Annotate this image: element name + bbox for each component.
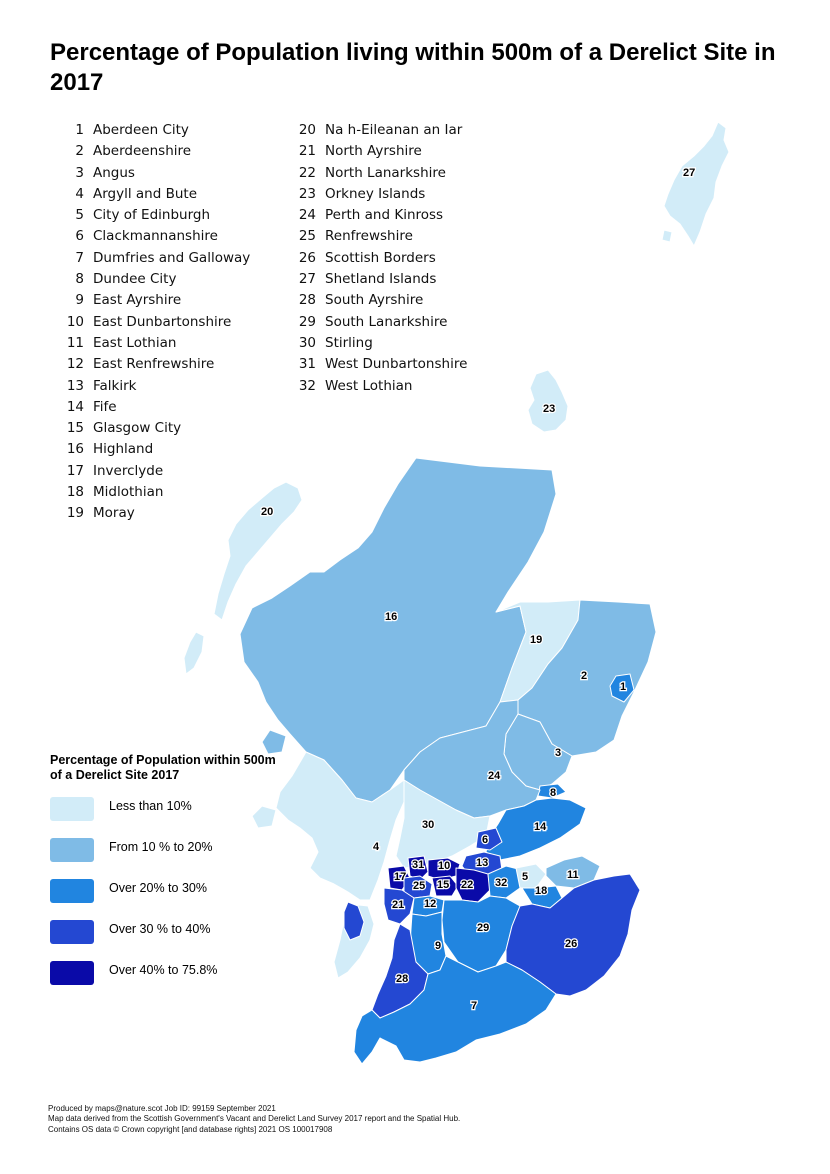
map-label-7: 7 [471,1000,478,1012]
legend-swatch [50,838,94,862]
area-index-name: East Ayrshire [93,292,182,309]
area-index-name: Orkney Islands [325,185,426,202]
legend-swatch [50,920,94,944]
area-index-name: Inverclyde [93,462,164,479]
area-index-number: 31 [298,356,316,373]
area-index-name: West Lothian [325,377,413,394]
legend-label: Over 40% to 75.8% [109,963,218,977]
map-title: Percentage of Population living within 500m of a Derelict Site in 2017 [50,39,776,96]
map-label-25: 25 [413,880,426,892]
area-index-number: 15 [66,420,84,437]
map-label-26: 26 [565,938,578,950]
area-index-number: 16 [66,441,84,458]
map-label-14: 14 [534,821,547,833]
legend-item [50,838,290,879]
area-index-name: Dumfries and Galloway [93,249,251,266]
map-label-20: 20 [261,506,274,518]
area-index-number: 8 [75,271,84,288]
area-index-number: 3 [75,164,84,181]
legend-label: Less than 10% [109,799,192,813]
area-index-number: 24 [298,207,316,224]
map-label-24: 24 [488,770,501,782]
area-index-number: 13 [66,377,84,394]
area-index-name: City of Edinburgh [93,207,211,224]
region-23 [528,370,568,432]
legend-label: From 10 % to 20% [109,840,213,854]
area-index-name: North Ayrshire [325,143,422,160]
area-index-name: Stirling [325,334,373,351]
map-label-18: 18 [535,885,548,897]
area-index-number: 27 [298,271,316,288]
area-index-name: Argyll and Bute [93,185,198,202]
map-label-17: 17 [394,871,407,883]
map-label-22: 22 [461,879,474,891]
area-index-name: Falkirk [93,377,137,394]
map-label-19: 19 [530,634,543,646]
region-27 [664,122,729,246]
area-index-name: East Dunbartonshire [93,313,232,330]
area-index-name: Angus [93,164,135,181]
legend-item [50,879,290,920]
area-index-name: East Renfrewshire [93,356,215,373]
area-index-number: 32 [298,377,316,394]
map-label-11: 11 [567,869,579,881]
area-index-number: 12 [66,356,84,373]
area-index-number: 22 [298,164,316,181]
area-index-name: South Ayrshire [325,292,424,309]
area-index-name: Aberdeen City [93,122,189,138]
map-label-29: 29 [477,922,490,934]
map-label-28: 28 [396,973,409,985]
area-index-name: Clackmannanshire [93,228,218,245]
area-index-name: Scottish Borders [325,249,436,266]
area-index-number: 20 [298,122,316,138]
map-label-12: 12 [424,898,437,910]
area-index-number: 11 [66,334,84,351]
area-index-number: 23 [298,185,316,202]
area-index-name: Fife [93,398,117,415]
area-index-number: 28 [298,292,316,309]
map-label-13: 13 [476,857,489,869]
area-index-name: North Lanarkshire [325,164,446,181]
area-index-number: 14 [66,398,84,415]
legend-item [50,920,290,961]
area-index-name: Glasgow City [93,420,182,437]
credit-line-producer: Produced by maps@nature.scot Job ID: 99159 September 2021 [48,1104,276,1113]
map-label-15: 15 [437,879,450,891]
map-label-32: 32 [495,877,508,889]
area-index-number: 29 [298,313,316,330]
legend-swatch [50,879,94,903]
map-label-8: 8 [550,787,557,799]
legend-swatch [50,797,94,821]
area-index-name: Highland [93,441,154,458]
area-index-number: 7 [75,249,84,266]
map-label-5: 5 [522,871,529,883]
legend-items [50,797,290,1002]
credit-line-copyright: Contains OS data © Crown copyright [and database rights] 2021 OS 100017908 [48,1124,333,1134]
map-label-16: 16 [385,611,398,623]
area-index-name: Shetland Islands [325,271,437,288]
map-legend [50,753,290,1002]
area-index-number: 6 [75,228,84,245]
area-index-number: 4 [75,185,84,202]
area-index-number: 30 [298,334,316,351]
area-index-number: 21 [298,143,316,160]
area-index-number: 17 [66,462,84,479]
area-index-number: 9 [75,292,84,309]
area-index-number: 10 [66,313,84,330]
area-index-number: 18 [66,484,84,501]
area-index-number: 25 [298,228,316,245]
area-index-name: Na h-Eileanan an Iar [325,122,463,138]
map-label-3: 3 [555,747,562,759]
legend-label: Over 30 % to 40% [109,922,211,936]
area-index-number: 5 [75,207,84,224]
map-label-1: 1 [620,681,627,693]
area-index-number: 1 [75,122,84,138]
map-label-21: 21 [392,899,405,911]
legend-title: Percentage of Population within 500m of a Derelict Site 2017 [50,753,276,782]
legend-swatch [50,961,94,985]
area-index-name: Midlothian [93,484,164,501]
map-label-23: 23 [543,403,556,415]
area-index-name: West Dunbartonshire [325,356,468,373]
map-label-2: 2 [581,670,588,682]
map-label-9: 9 [435,940,442,952]
area-index-name: Renfrewshire [325,228,413,245]
legend-item [50,797,290,838]
area-index-name: East Lothian [93,334,177,351]
map-label-6: 6 [482,834,489,846]
area-index-name: Moray [93,505,135,522]
legend-item [50,961,290,1002]
map-label-4: 4 [373,841,380,853]
map-credits [48,1104,460,1135]
area-index-name: Aberdeenshire [93,143,192,160]
map-label-31: 31 [412,859,425,871]
area-index-number: 2 [75,143,84,160]
map-label-30: 30 [422,819,435,831]
area-index-number: 26 [298,249,316,266]
map-label-27: 27 [683,167,696,179]
area-index-number: 19 [66,505,84,522]
area-index-name: South Lanarkshire [325,313,448,330]
credit-line-source: Map data derived from the Scottish Government's Vacant and Derelict Land Survey 2017 report and the Spatial Hub. [48,1114,461,1124]
legend-label: Over 20% to 30% [109,881,207,895]
map-label-10: 10 [438,860,451,872]
area-index-name: Perth and Kinross [325,207,444,224]
area-index-name: Dundee City [93,271,177,288]
